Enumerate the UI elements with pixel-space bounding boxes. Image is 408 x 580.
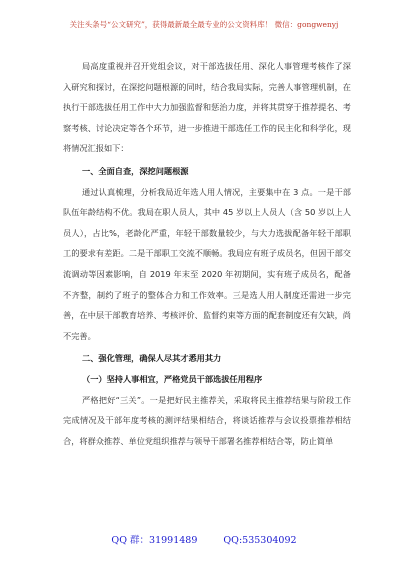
three-checks-paragraph: 严格把好“三关”。一是把好民主推荐关，采取将民主推荐结果与阶段工作完成情况及干部年度考核的测评结果相结合，将谈话推荐与会议投票推荐相结合，将群众推荐、单位党组织推荐与领导干部署名推荐相结合等，防止简单: [63, 394, 351, 446]
section-heading-2: 二、强化管理，确保人尽其才悉用其力: [82, 353, 222, 364]
intro-paragraph: 局高度重视并召开党组会议，对干部选拔任用、深化人事管理考核作了深入研究和探讨，在深挖问题根源的同时，结合我局实际，完善人事管理机制，在执行干部选拔任用工作中大力加强监督和惩治力度，并将其贯穿于推荐提名、考察考核、讨论决定等各个环节，进一步推进干部选任工作的民主化和科学化，现将情况汇报如下：: [63, 61, 351, 154]
section-heading-1: 一、全面自查，深挖问题根源: [82, 165, 189, 176]
self-check-paragraph: 通过认真梳理，分析我局近年选人用人情况，主要集中在 3 点。一是干部队伍年龄结构不优。我局在职人员人，其中 45 岁以上人员人（含 50 岁以上人员人），占比%，老龄化严重，年轻干部数量较少，与大力选拔配备年轻干部职工的要求有差距。二是干部职工交流不顺畅。我局应有班子成员名，但因干部交流调动等因素影响，自 2019 年末至 2020 年初期间，实有班子成员名，配备不齐整，制约了班子的整体合力和工作效率。三是选人用人制度还需进一步完善，在中层干部教育培养、考核评价、监督约束等方面的配套制度还有欠缺，尚不完善。: [63, 186, 351, 341]
qq-text: QQ:535304092: [223, 535, 297, 546]
qq-group-text: QQ 群：31991489: [111, 535, 198, 546]
document-body: [63, 56, 351, 451]
footer-contact: [0, 532, 408, 546]
subsection-heading-1: （一）坚持人事相宜，严格党员干部选拔任用程序: [82, 373, 263, 384]
header-note: 关注头条号“公文研究”，获得最新最全最专业的公文资料库！ 微信：gongwenyj: [69, 20, 339, 29]
